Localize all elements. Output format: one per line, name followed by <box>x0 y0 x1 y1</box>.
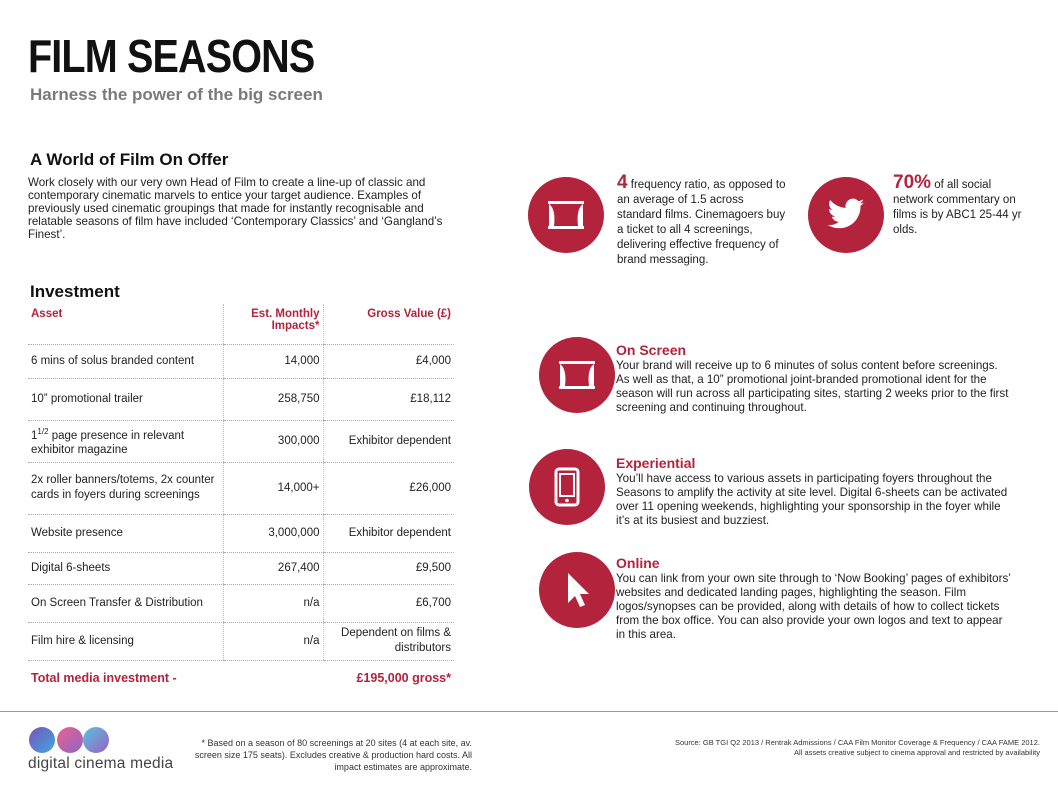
value-cell: £18,112 <box>323 378 454 420</box>
footer-divider <box>0 711 1058 712</box>
frequency-value: 4 <box>617 172 628 193</box>
footnote: * Based on a season of 80 screenings at 20 sites (4 at each site, av. screen size 175 seats). Excludes creative & production hard costs. All impact estimates are approximate. <box>194 738 472 772</box>
total-row <box>28 660 454 689</box>
on-screen-title: On Screen <box>616 342 687 358</box>
value-cell: £6,700 <box>323 584 454 622</box>
on-screen-body: Your brand will receive up to 6 minutes of solus content before screenings. As well as that, a 10” promotional joint-branded promotional ident for the season will run across all participating sites, starting 2 weeks prior to the first screening and continuing throughout. <box>616 359 1009 414</box>
asset-cell: Digital 6-sheets <box>28 552 223 584</box>
cinema-screen-icon <box>539 337 615 413</box>
frequency-stat <box>617 172 789 268</box>
social-stat <box>893 172 1023 238</box>
table-header-row <box>28 304 454 344</box>
logo-text: digital cinema media <box>28 755 174 772</box>
disclaimer-text: All assets creative subject to cinema approval and restricted by availability <box>794 747 1040 757</box>
table-row <box>28 514 454 552</box>
value-cell: £4,000 <box>323 344 454 378</box>
impacts-cell: n/a <box>223 622 323 660</box>
world-body: Work closely with our very own Head of Film to create a line-up of classic and contemporary cinematic marvels to entice your target audience. Examples of previously used cinematic groupings that made for instantly recognisable and relatable seasons of film have included ‘Contemporary Classics’ and ‘Gangland’s Finest’. <box>28 176 443 241</box>
social-text: of all social network commentary on films is by ABC1 25-44 yr olds. <box>893 179 1022 236</box>
mouse-cursor-icon <box>539 552 615 628</box>
table-row <box>28 552 454 584</box>
asset-fraction: 1/2 <box>37 426 49 436</box>
impacts-cell: n/a <box>223 584 323 622</box>
table-row <box>28 462 454 514</box>
impacts-cell: 14,000+ <box>223 462 323 514</box>
total-label: Total media investment - <box>31 670 177 685</box>
impacts-cell: 258,750 <box>223 378 323 420</box>
asset-cell: Film hire & licensing <box>28 622 223 660</box>
asset-cell: 10” promotional trailer <box>28 378 223 420</box>
world-heading: A World of Film On Offer <box>30 150 229 169</box>
cinema-screen-icon <box>528 177 604 253</box>
social-value: 70% <box>893 172 932 193</box>
online-title: Online <box>616 555 660 571</box>
asset-cell <box>28 420 223 462</box>
asset-cell: On Screen Transfer & Distribution <box>28 584 223 622</box>
column-header-impacts: Est. Monthly Impacts* <box>223 304 323 344</box>
value-cell: Exhibitor dependent <box>323 514 454 552</box>
mobile-device-icon <box>529 449 605 525</box>
asset-cell: Website presence <box>28 514 223 552</box>
table-row <box>28 622 454 660</box>
value-cell: Exhibitor dependent <box>323 420 454 462</box>
experiential-body: You’ll have access to various assets in participating foyers throughout the Seasons to amplify the activity at site level. Digital 6-sheets can be activated over 11 opening weekends, highlighting your sponsorship in the foyer while it’s at its busiest and buzziest. <box>616 472 1008 527</box>
column-header-value: Gross Value (£) <box>323 304 454 344</box>
asset-cell: 2x roller banners/totems, 2x counter cards in foyers during screenings <box>28 462 223 514</box>
total-value: £195,000 gross* <box>356 670 451 685</box>
source-note <box>668 738 1040 757</box>
table-row <box>28 420 454 462</box>
table-row <box>28 378 454 420</box>
value-cell: £9,500 <box>323 552 454 584</box>
table-row <box>28 344 454 378</box>
value-cell: Dependent on films & distributors <box>323 622 454 660</box>
source-text: Source: GB TGI Q2 2013 / Rentrak Admissions / CAA Film Monitor Coverage & Frequency / CAA FAME 2012. <box>674 738 1040 747</box>
table-row <box>28 584 454 622</box>
impacts-cell: 267,400 <box>223 552 323 584</box>
asset-cell: 6 mins of solus branded content <box>28 344 223 378</box>
investment-heading: Investment <box>30 282 120 301</box>
impacts-cell: 300,000 <box>223 420 323 462</box>
page-title: FILM SEASONS <box>28 30 315 82</box>
column-header-asset: Asset <box>28 304 223 344</box>
impacts-cell: 14,000 <box>223 344 323 378</box>
experiential-title: Experiential <box>616 455 696 471</box>
impacts-cell: 3,000,000 <box>223 514 323 552</box>
page-subtitle: Harness the power of the big screen <box>30 85 323 104</box>
online-body: You can link from your own site through to ‘Now Booking’ pages of exhibitors’ websites and dedicated landing pages, highlighting the season. Film logos/synopses can be provided, along with details of how to collect tickets from the box office. You can also provide your own logos and text to appear in this area. <box>616 572 1011 641</box>
value-cell: £26,000 <box>323 462 454 514</box>
asset-prefix: 1 <box>31 429 38 442</box>
investment-table <box>28 304 454 689</box>
twitter-bird-icon <box>808 177 884 253</box>
asset-text: page presence in relevant exhibitor magazine <box>31 429 185 457</box>
frequency-text: frequency ratio, as opposed to an average of 1.5 across standard films. Cinemagoers buy a ticket to all 4 screenings, delivering effective frequency of brand messaging. <box>617 179 786 266</box>
